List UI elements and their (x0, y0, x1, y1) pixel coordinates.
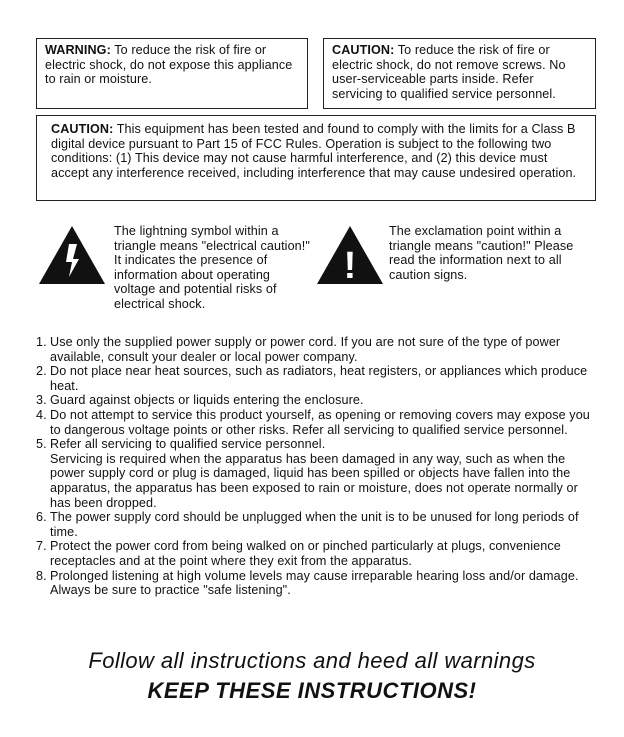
item-number: 6. (36, 510, 47, 525)
item-number: 3. (36, 393, 47, 408)
keep-instructions-heading: KEEP THESE INSTRUCTIONS! (147, 678, 477, 703)
item-text: Use only the supplied power supply or power cord. If you are not sure of the type of power available, consult your dealer or local power company. (50, 335, 561, 364)
list-item (36, 569, 602, 598)
item-text: Do not attempt to service this product yourself, as opening or removing covers may expose you to dangerous voltage points or other risks. Refer all servicing to qualified service personnel. (50, 407, 590, 437)
item-number: 8. (36, 568, 47, 583)
list-item (36, 364, 602, 393)
warning-heading: WARNING: (45, 43, 111, 57)
item-text: Refer all servicing to qualified service personnel. (50, 437, 326, 452)
item-number: 7. (36, 539, 47, 554)
item-text: Guard against objects or liquids entering the enclosure. (50, 393, 364, 408)
exclamation-glyph: ! (343, 245, 357, 285)
item-text: Protect the power cord from being walked on or pinched particularly at plugs, convenience receptacles and at the point where they exit from the apparatus. (50, 539, 561, 568)
exclamation-symbol-description: The exclamation point within a triangle means "caution!" Please read the information next to all caution signs. (389, 224, 574, 282)
warning-box (36, 38, 308, 109)
list-item (36, 437, 602, 510)
caution-screws-text: To reduce the risk of fire or electric shock, do not remove screws. No user-serviceable parts inside. Refer servicing to qualified service personnel. (332, 43, 566, 101)
list-item (36, 408, 602, 437)
list-item (36, 539, 602, 568)
warning-text: To reduce the risk of fire or electric shock, do not expose this appliance to rain or moisture. (45, 43, 293, 87)
lightning-symbol-description: The lightning symbol within a triangle means "electrical caution!" It indicates the presence of information about operating voltage and potential risks of electrical shock. (114, 224, 310, 311)
item-number: 2. (36, 364, 47, 379)
item-text: The power supply cord should be unplugged when the unit is to be unused for long periods of time. (50, 510, 579, 539)
caution-fcc-heading: CAUTION: (51, 122, 114, 136)
item-number: 4. (36, 407, 47, 422)
caution-fcc-text: This equipment has been tested and found to comply with the limits for a Class B digital device pursuant to Part 15 of FCC Rules. Operation is subject to the following two conditions: (1) This device may not cause harmful interference, and (2) this device must accept any interference received, including interference that may cause undesired operation. (51, 122, 577, 180)
item-number: 5. (36, 437, 47, 452)
item-subtext: Servicing is required when the apparatus has been damaged in any way, such as when the power supply cord or plug is damaged, liquid has been spilled or objects have fallen into the apparatus, the apparatus has been exposed to rain or moisture, does not operate normally or has been dropped. (50, 451, 578, 510)
list-item (36, 393, 602, 408)
caution-screws-heading: CAUTION: (332, 43, 395, 57)
caution-fcc-box (36, 115, 596, 201)
list-item (36, 335, 602, 364)
item-text: Do not place near heat sources, such as radiators, heat registers, or appliances which produce heat. (50, 364, 588, 393)
list-item (36, 510, 602, 539)
caution-screws-box (323, 38, 596, 109)
safety-instructions-list (36, 335, 602, 598)
exclamation-triangle-icon (316, 225, 384, 285)
item-number: 1. (36, 335, 47, 349)
lightning-triangle-icon (38, 225, 106, 285)
item-text: Prolonged listening at high volume levels may cause irreparable hearing loss and/or damage. Always be sure to practice "safe listening". (50, 568, 579, 598)
closing-heading: Follow all instructions and heed all warnings (88, 648, 536, 673)
